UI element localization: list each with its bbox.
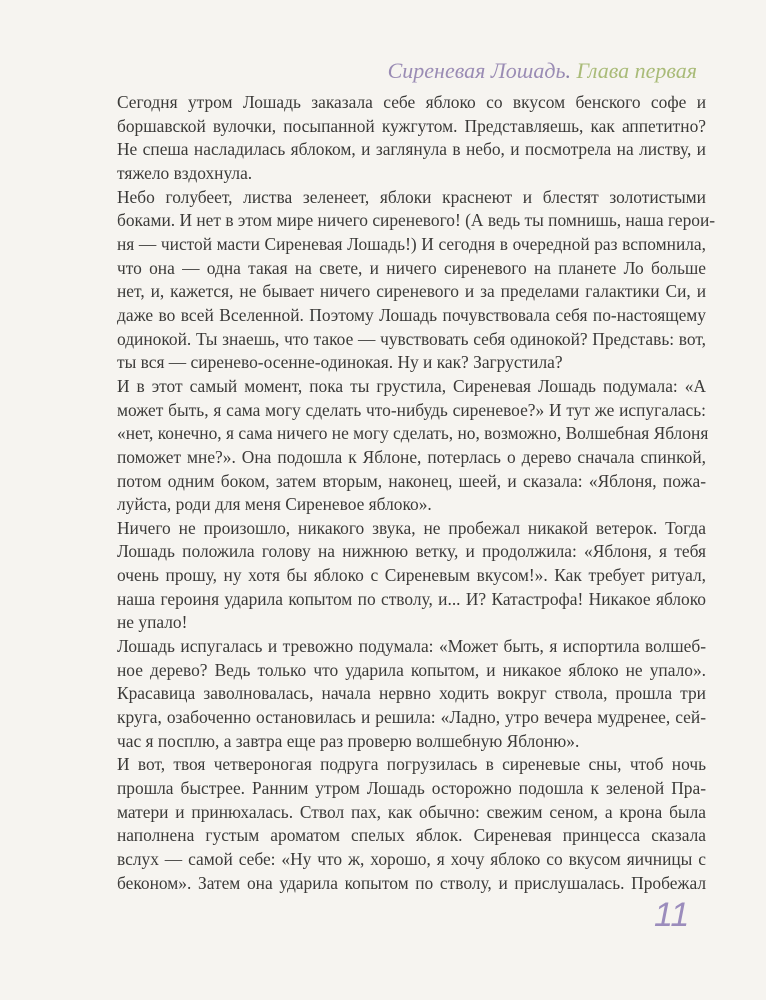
text-line: «нет, конечно, я сама ничего не могу сделать, но, возможно, Волшебная Яблоня xyxy=(117,423,709,444)
text-line: луйста, роди для меня Сиреневое яблоко». xyxy=(117,494,432,515)
running-header xyxy=(388,58,697,84)
text-line: одинокой. Ты знаешь, что такое — чувствовать себя одинокой? Представь: вот, xyxy=(117,328,706,349)
text-line: Лошадь положила голову на нижнюю ветку, и продолжила: «Яблоня, я тебя xyxy=(117,541,706,562)
chapter-title: Глава первая xyxy=(576,58,697,83)
text-line: поможет мне?». Она подошла к Яблоне, потерлась о дерево сначала спинкой, xyxy=(117,446,706,467)
paragraph xyxy=(117,753,706,895)
text-line: боршавской вулочки, посыпанной кужгутом. Представляешь, как аппетитно? xyxy=(117,115,706,136)
text-line: круга, озабоченно остановилась и решила: «Ладно, утро вечера мудренее, сей- xyxy=(117,707,706,728)
text-line: Ничего не произошло, никакого звука, не пробежал никакой ветерок. Тогда xyxy=(117,517,706,538)
paragraph xyxy=(117,517,706,635)
paragraph xyxy=(117,91,706,186)
text-line: потом одним боком, затем вторым, наконец, шеей, и сказала: «Яблоня, пожа- xyxy=(117,470,706,491)
text-line: Сегодня утром Лошадь заказала себе яблоко со вкусом бенского софе и xyxy=(117,92,706,112)
text-line: матери и принюхалась. Ствол пах, как обычно: свежим сеном, а крона была xyxy=(117,801,706,822)
text-line: тяжело вздохнула. xyxy=(117,162,253,183)
text-line: И вот, твоя четвероногая подруга погрузилась в сиреневые сны, чтоб ночь xyxy=(117,754,706,775)
text-line: Не спеша насладилась яблоком, и заглянула в небо, и посмотрела на листву, и xyxy=(117,139,706,160)
text-line: очень прошу, ну хотя бы яблоко с Сиреневым вкусом!». Как требует ритуал, xyxy=(117,565,706,586)
paragraph xyxy=(117,186,716,375)
header-separator: . xyxy=(565,58,571,83)
text-line: ное дерево? Ведь только что ударила копытом, и никакое яблоко не упало». xyxy=(117,659,706,680)
page-number: 11 xyxy=(654,896,690,934)
text-line: может быть, я сама могу сделать что-нибудь сиреневое?» И тут же испугалась: xyxy=(117,399,706,420)
text-line: И в этот самый момент, пока ты грустила, Сиреневая Лошадь подумала: «А xyxy=(117,375,706,396)
text-line: даже во всей Вселенной. Поэтому Лошадь почувствовала себя по-настоящему xyxy=(117,304,706,325)
text-line: Лошадь испугалась и тревожно подумала: «Может быть, я испортила волшеб- xyxy=(117,636,706,657)
text-line: нет, и, кажется, не бывает ничего сиреневого и за пределами галактики Си, и xyxy=(117,281,706,302)
text-line: ня — чистой масти Сиреневая Лошадь!) И сегодня в очередной раз вспомнила, xyxy=(117,233,706,254)
text-line: Небо голубеет, листва зеленеет, яблоки краснеют и блестят золотистыми xyxy=(117,186,706,207)
book-title: Сиреневая Лошадь xyxy=(387,58,566,83)
paragraph xyxy=(117,635,706,753)
text-line: боками. И нет в этом мире ничего сиреневого! (А ведь ты помнишь, наша герои- xyxy=(117,210,716,231)
text-line: прошла быстрее. Ранним утром Лошадь осторожно подошла к зеленой Пра- xyxy=(117,778,706,799)
text-line: Красавица заволновалась, начала нервно ходить вокруг ствола, прошла три xyxy=(117,683,706,704)
text-line: беконом». Затем она ударила копытом по стволу, и прислушалась. Пробежал xyxy=(117,872,706,893)
paragraph xyxy=(117,375,709,517)
text-line: вслух — самой себе: «Ну что ж, хорошо, я хочу яблоко со вкусом яичницы с xyxy=(117,849,706,869)
text-line: ты вся — сиренево-осенне-одинокая. Ну и как? Загрустила? xyxy=(117,352,563,373)
text-line: наполнена густым ароматом спелых яблок. Сиреневая принцесса сказала xyxy=(117,825,706,846)
text-line: не упало! xyxy=(117,612,188,633)
body-text xyxy=(117,91,716,895)
text-line: наша героиня ударила копытом по стволу, и... И? Катастрофа! Никакое яблоко xyxy=(117,588,706,609)
text-line: что она — одна такая на свете, и ничего сиреневого на планете Ло больше xyxy=(117,257,706,278)
text-line: час я посплю, а завтра еще раз проверю волшебную Яблоню». xyxy=(117,730,580,751)
